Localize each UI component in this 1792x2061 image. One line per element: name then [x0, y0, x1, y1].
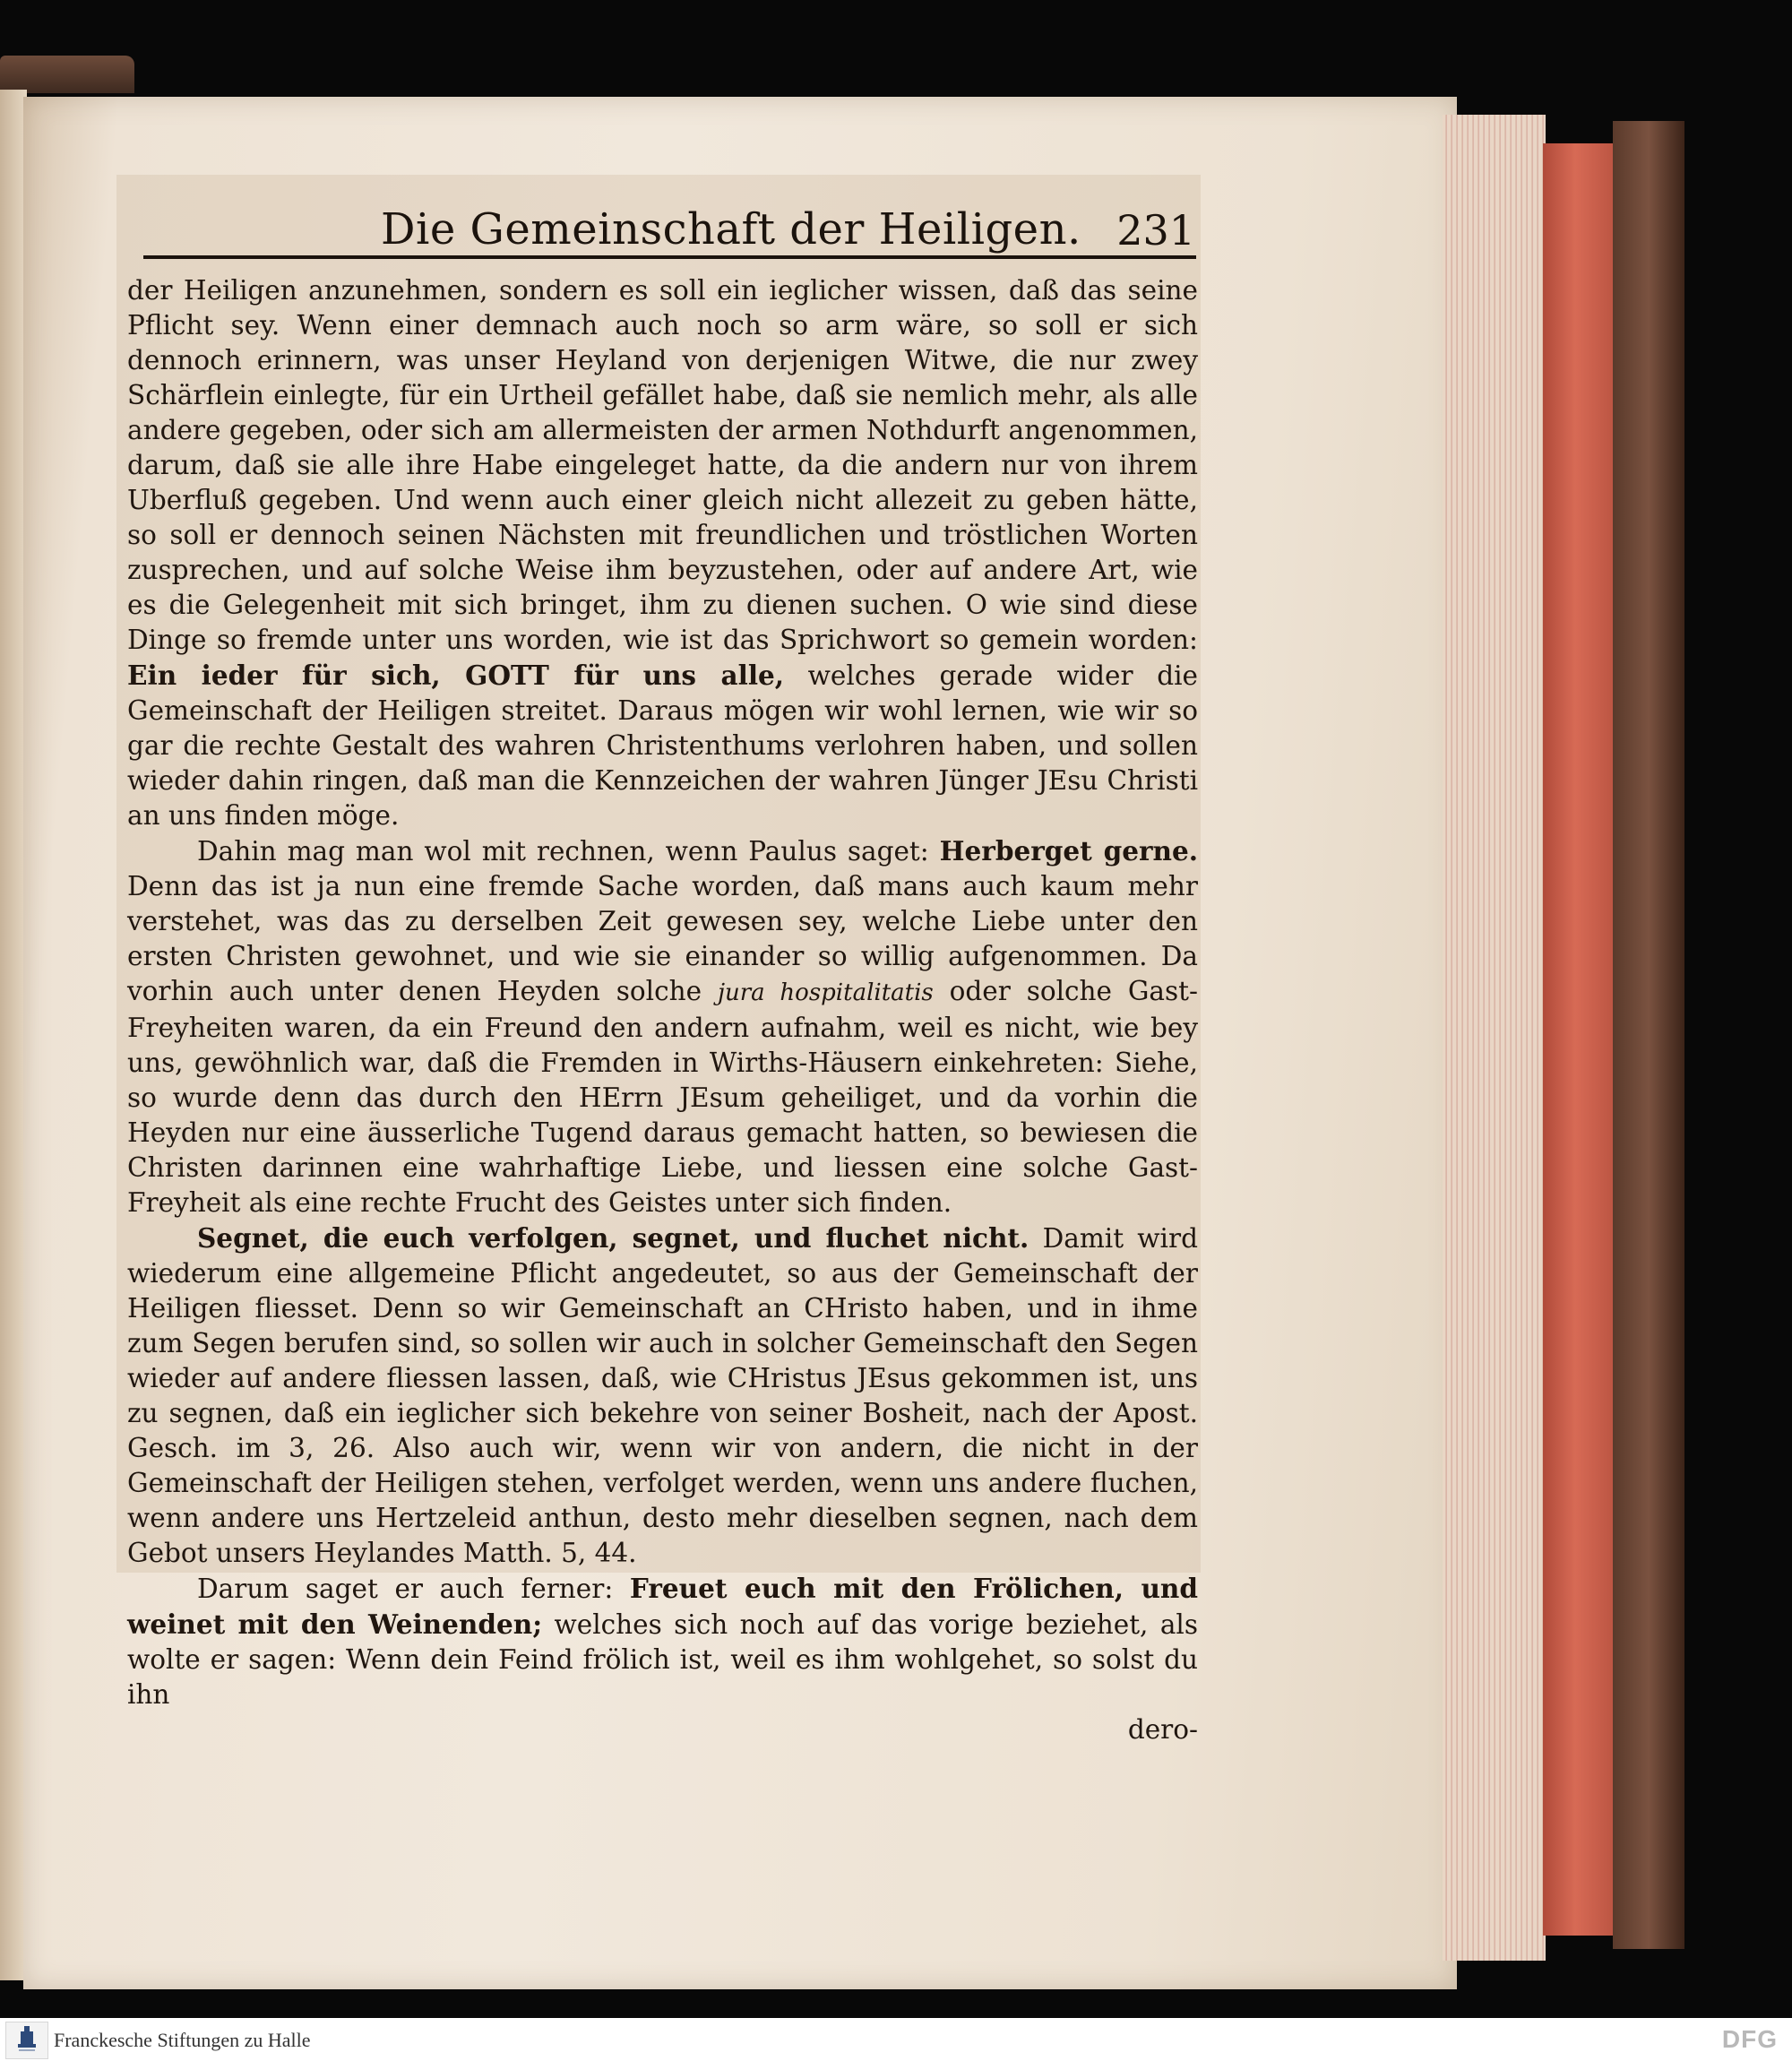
- header-rule: [143, 255, 1196, 259]
- paragraph-4: [127, 1571, 1198, 1712]
- paragraph-1-text: der Heiligen anzunehmen, sondern es soll ein ieglicher wissen, daß das seine Pflicht sey. Wenn einer demnach auch noch so arm wäre, so soll er sich dennoch erinnern, was unser Heyland von derjenigen Witwe, die nur zwey Schärflein einlegte, für ein Urtheil gefället habe, daß sie nemlich mehr, als alle andere gegeben, oder sich am allermeisten der armen Nothdurft angenommen, darum, daß sie alle ihre Habe eingeleget hatte, da die andern nur von ihrem Uberfluß gegeben. Und wenn auch einer gleich nicht allezeit zu geben hätte, so soll er dennoch seinen Nächsten mit freundlichen und tröstlichen Worten zusprechen, und auf solche Weise ihm beyzustehen, oder auf andere Art, wie es die Gelegenheit mit sich bringet, ihm zu dienen suchen. O wie sind diese Dinge so fremde unter uns worden, wie ist das Sprichwort so gemein worden:: [127, 275, 1198, 655]
- institution-name: Franckesche Stiftungen zu Halle: [54, 2029, 311, 2051]
- paragraph-1: [127, 273, 1198, 833]
- viewer-footer: [0, 2018, 1792, 2061]
- paragraph-3-emphasis: Segnet, die euch verfolgen, segnet, und fluchet nicht.: [197, 1222, 1030, 1254]
- page-body-text: [127, 273, 1198, 1747]
- paragraph-3: [127, 1220, 1198, 1571]
- paragraph-2: [127, 833, 1198, 1220]
- paragraph-4-emphasis: Freuet euch mit den Frölichen, und weinet mit den Weinenden;: [127, 1573, 1198, 1640]
- paragraph-1-end: welches gerade wider die Gemeinschaft der Heiligen streitet. Daraus mögen wir wohl lernen, wie wir so gar die rechte Gestalt des wahren Christenthums verlohren haben, und sollen wieder dahin ringen, daß man die Kennzeichen der wahren Jünger JEsu Christi an uns finden möge.: [127, 660, 1198, 831]
- paragraph-4-end: welches sich noch auf das vorige beziehet, als wolte er sagen: Wenn dein Feind frölich ist, weil es ihm wohlgehet, so solst du ihn: [127, 1609, 1198, 1710]
- paragraph-4-start: Darum saget er auch ferner:: [197, 1574, 614, 1604]
- page-stack-edges: [1443, 115, 1546, 1961]
- catchword: dero-: [1127, 1714, 1198, 1745]
- paragraph-2-emphasis: Herberget gerne.: [939, 835, 1198, 867]
- paragraph-2-start: Dahin mag man wol mit rechnen, wenn Paulus saget:: [197, 836, 929, 867]
- paragraph-3-text: Damit wird wiederum eine allgemeine Pflicht angedeutet, so aus der Gemeinschaft der Heiligen fliesset. Denn so wir Gemeinschaft an CHristo haben, und in ihme zum Segen berufen sind, so sollen wir auch in solcher Gemeinschaft den Segen wieder auf andere fliessen lassen, daß, wie CHristus JEsus gekommen ist, uns zu segnen, daß ein ieglicher sich bekehre von seiner Bosheit, nach der Apost. Gesch. im 3, 26. Also auch wir, wenn wir von andern, die nicht in der Gemeinschaft der Heiligen stehen, verfolget werden, wenn uns andere fluchen, wenn andere uns Hertzeleid anthun, desto mehr dieselben segnen, nach dem Gebot unsers Heylandes Matth. 5, 44.: [127, 1223, 1198, 1568]
- paragraph-2-latin: jura hospitalitatis: [717, 979, 934, 1006]
- book-spine-top: [0, 56, 134, 93]
- red-page-edge: [1543, 143, 1624, 1936]
- dfg-logo: DFG: [1721, 2025, 1778, 2053]
- paragraph-2-end: oder solche Gast-Freyheiten waren, da ein Freund den andern aufnahm, weil es nicht, wie bey uns, gewöhnlich war, daß die Fremden in Wirths-Häusern einkehreten: Siehe, so wurde denn das durch den HErrn JEsum geheiliget, und da vorhin die Heyden nur eine äusserliche Tugend daraus gemacht hatten, so bewiesen die Christen darinnen eine wahrhaftige Liebe, und liessen eine solche Gast-Freyheit als eine rechte Frucht des Geistes unter sich finden.: [127, 976, 1198, 1218]
- running-head-title: Die Gemeinschaft der Heiligen.: [381, 204, 1081, 254]
- paragraph-1-emphasis: Ein ieder für sich, GOTT für uns alle,: [127, 660, 785, 691]
- book-cover-edge: [1613, 121, 1684, 1949]
- page-number: 231: [1116, 206, 1195, 254]
- paragraph-2-mid: Denn das ist ja nun eine fremde Sache worden, daß mans auch kaum mehr verstehet, was das zu derselben Zeit gewesen sey, welche Liebe unter den ersten Christen gewohnet, und wie sie einander so willig aufgenommen. Da vorhin auch unter denen Heyden solche: [127, 871, 1198, 1006]
- institution-logo-icon: [5, 2022, 48, 2059]
